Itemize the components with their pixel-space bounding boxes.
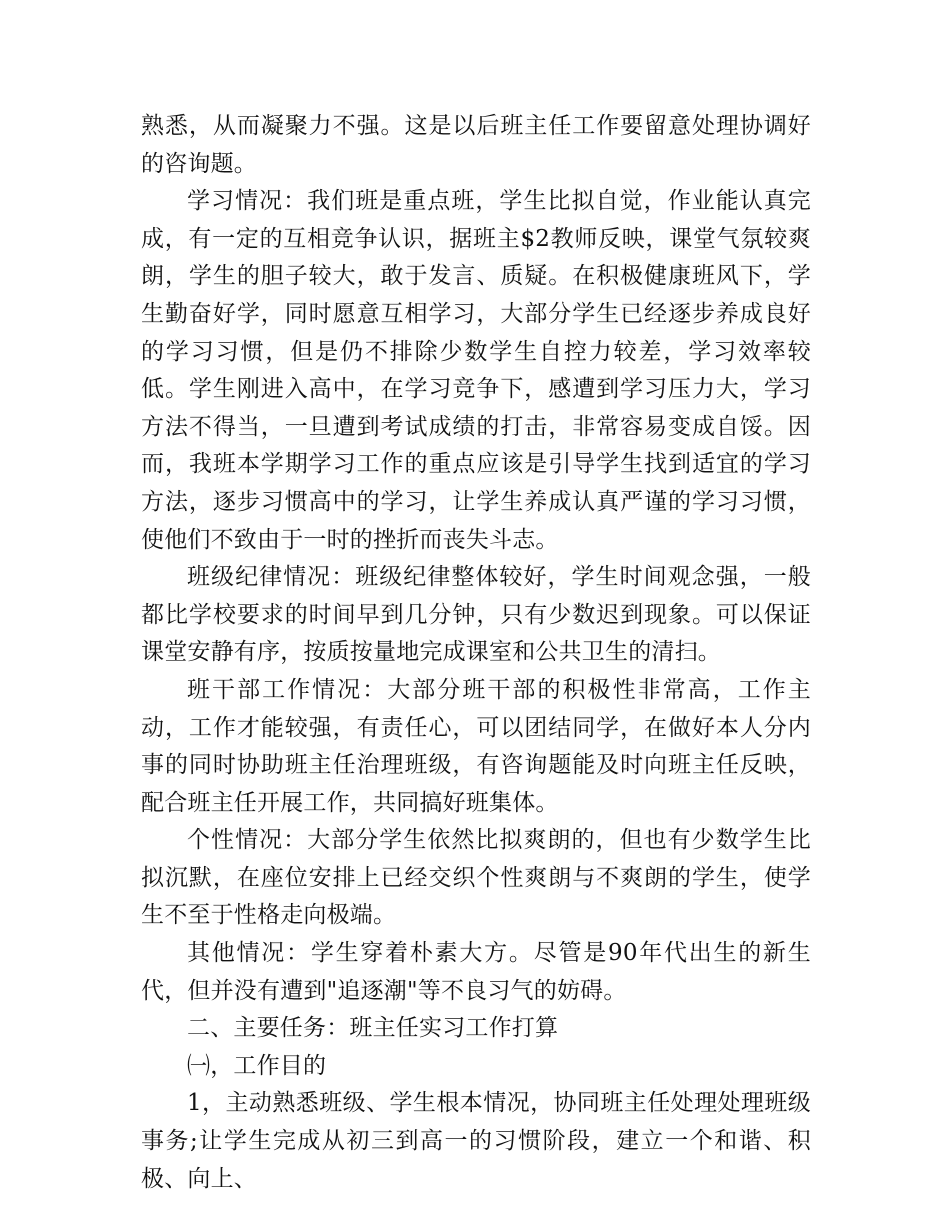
subsection-heading-work-goals: ㈠，工作目的 xyxy=(187,1052,327,1079)
paragraph-goal-item-1: 1，主动熟悉班级、学生根本情况，协同班主任处理处理班级事务;让学生完成从初三到高一的习惯阶段，建立一个和谐、积极、向上、 xyxy=(141,1090,811,1192)
paragraph-study-situation: 学习情况：我们班是重点班，学生比拟自觉，作业能认真完成，有一定的互相竞争认识，据班主$2教师反映，课堂气氛较爽朗，学生的胆子较大，敢于发言、质疑。在积极健康班风下，学生勤奋好学，同时愿意互相学习，大部分学生已经逐步养成良好的学习习惯，但是仍不排除少数学生自控力较差，学习效率较低。学生刚进入高中，在学习竞争下，感遭到学习压力大，学习方法不得当，一旦遭到考试成绩的打击，非常容易变成自馁。因而，我班本学期学习工作的重点应该是引导学生找到适宜的学习方法，逐步习惯高中的学习，让学生养成认真严谨的学习习惯，使他们不致由于一时的挫折而丧失斗志。 xyxy=(141,188,811,553)
paragraph-personality-situation: 个性情况：大部分学生依然比拟爽朗的，但也有少数学生比拟沉默，在座位安排上已经交织个性爽朗与不爽朗的学生，使学生不至于性格走向极端。 xyxy=(141,827,811,929)
section-heading-main-tasks: 二、主要任务：班主任实习工作打算 xyxy=(187,1015,559,1042)
paragraph-class-cadre-situation: 班干部工作情况：大部分班干部的积极性非常高，工作主动，工作才能较强，有责任心，可以团结同学，在做好本人分内事的同时协助班主任治理班级，有咨询题能及时向班主任反映，配合班主任开展工作，共同搞好班集体。 xyxy=(141,676,811,816)
paragraph-continuation: 熟悉，从而凝聚力不强。这是以后班主任工作要留意处理协调好的咨询题。 xyxy=(141,113,811,177)
paragraph-discipline-situation: 班级纪律情况：班级纪律整体较好，学生时间观念强，一般都比学校要求的时间早到几分钟，只有少数迟到现象。可以保证课堂安静有序，按质按量地完成课室和公共卫生的清扫。 xyxy=(141,564,811,666)
document-body xyxy=(141,108,811,1198)
paragraph-other-situation: 其他情况：学生穿着朴素大方。尽管是90年代出生的新生代，但并没有遭到"追逐潮"等不良习气的妨碍。 xyxy=(141,940,811,1004)
